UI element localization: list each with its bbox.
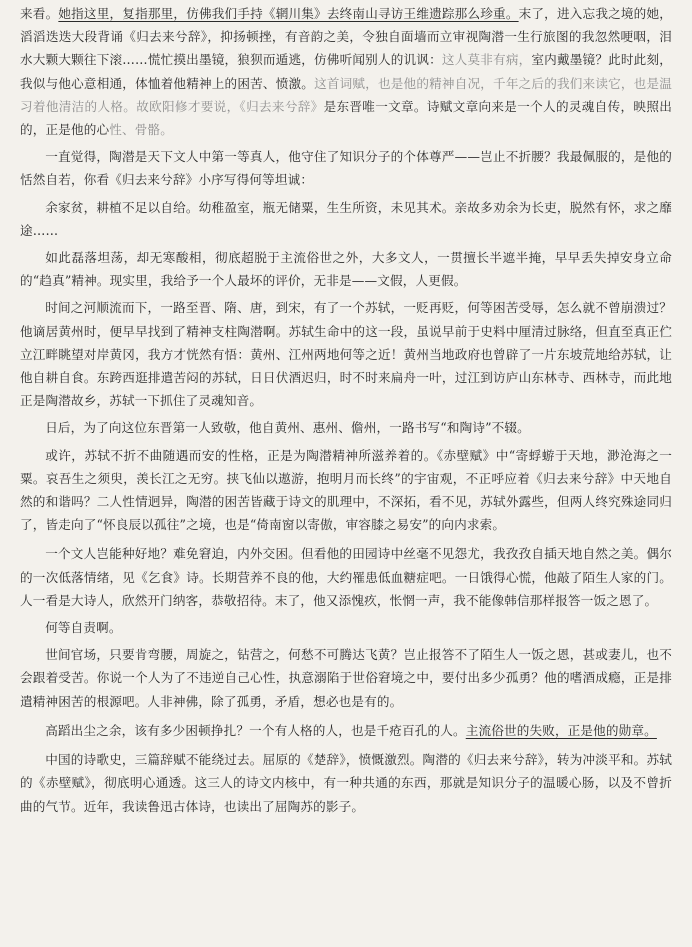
text-run: 一直觉得，陶潜是天下文人中第一等真人，他守住了知识分子的个体尊严——岂止不折腰？我最佩服的，是他的恬然自若，你看《归去来兮辞》小序写得何等坦诚： <box>20 149 672 188</box>
faded-text: 性、骨骼。 <box>109 122 173 138</box>
paragraph <box>20 2 672 141</box>
paragraph <box>20 719 672 742</box>
text-run: 时间之河顺流而下，一路至晋、隋、唐，到宋，有了一个苏轼，一贬再贬，何等困苦受辱，怎么就不曾崩溃过？他谪居黄州时，便早早找到了精神支柱陶潜啊。苏轼生命中的这一段，虽说早前于史料中厘清过脉络，但直至真正伫立江畔眺望对岸黄冈，我方才恍然有悟：黄州、江州两地何等之近！黄州当地政府也曾辟了一片东坡荒地给苏轼，让他自耕自食。东跨西逛排遣苦闷的苏轼，日日伏酒迟归，时不时来扁舟一叶，过江到访庐山东林寺、西林寺，而此地正是陶潜故乡，苏轼一下抓住了灵魂知音。 <box>20 300 672 409</box>
text-run: 一个文人岂能种好地？难免窘迫，内外交困。但看他的田园诗中丝毫不见怨尤，我孜孜自插天地自然之美。偶尔的一次低落情绪，见《乞食》诗。长期营养不良的他，大约罹患低血糖症吧。一日饿得心慌，他敲了陌生人家的门。人一看是大诗人，欣然开门纳客，恭敬招待。末了，他又添愧疚，怅惘一声，我不能像韩信那样报答一饭之恩了。 <box>20 546 672 608</box>
underlined-text: 主流俗世的失败，正是他的勋章。 <box>465 722 657 738</box>
essay-body <box>20 2 672 818</box>
faded-text: 这人莫非有病， <box>441 52 532 68</box>
text-run: 如此磊落坦荡，却无寒酸相，彻底超脱于主流俗世之外，大多文人，一贯擅长半遮半掩，早早丢失掉安身立命的“趋真”精神。现实里，我给予一个人最坏的评价，无非是——文假，人更假。 <box>20 250 672 289</box>
paragraph <box>20 246 672 292</box>
text-run: 末了，进入忘我之境的她，滔滔迭迭大段背诵《归去来兮辞》，抑扬顿挫，有音韵之美，令独自面墙而立审视陶潜一生行旅图的我忽然哽咽，泪水大颗大颗往下滚……慌忙摸出墨镜，狼狈而遁逃，仿佛听闻别人的讥讽： <box>20 6 672 68</box>
text-run: 来看。 <box>20 6 59 21</box>
underlined-text: 她指这里，复指那里，仿佛我们手持《辋川集》去终南山寻访王维遗踪那么珍重。 <box>58 6 519 21</box>
text-run: 中国的诗歌史，三篇辞赋不能绕过去。屈原的《楚辞》，愤慨激烈。陶潜的《归去来兮辞》，转为冲淡平和。苏轼的《赤壁赋》，彻底明心通透。这三人的诗文内核中，有一种共通的东西，那就是知识分子的温暖心肠，以及不曾折曲的气节。近年，我读鲁迅古体诗，也读出了屈陶苏的影子。 <box>20 752 672 814</box>
paragraph <box>20 196 672 242</box>
paragraph <box>20 748 672 818</box>
paragraph <box>20 542 672 612</box>
text-run: 日后，为了向这位东晋第一人致敬，他自黄州、惠州、儋州，一路书写“和陶诗”不辍。 <box>45 420 530 436</box>
text-run: 或许，苏轼不折不曲随遇而安的性格，正是为陶潜精神所滋养着的。《赤壁赋》中“寄蜉蝣于天地，渺沧海之一粟。哀吾生之须臾，羡长江之无穷。挟飞仙以遨游，抱明月而长终”的宇宙观，不正呼应着《归去来兮辞》中天地自然的和谐吗？二人性情迥异，陶潜的困苦皆藏于诗文的肌理中，不深拓，看不见，苏轼外露些，但两人终究殊途同归了，皆走向了“怀良辰以孤往”之境，也是“倚南窗以寄傲，审容膝之易安”的向内求索。 <box>20 447 672 533</box>
text-run: 世间官场，只要肯弯腰，周旋之，钻营之，何愁不可腾达飞黄？岂止报答不了陌生人一饭之恩，甚或妻儿，也不会跟着受苦。你说一个人为了不违逆自己心性，执意溺陷于世俗窘境之中，要付出多少孤勇？他的嗜酒成瘾，正是排遣精神困苦的根源吧。人非神佛，除了孤勇，矛盾，想必也是有的。 <box>20 647 672 709</box>
paragraph <box>20 145 672 191</box>
text-run: 室内戴墨镜？此时此刻，我似与他心意相通，体恤着他精神上的困苦、愤激。 <box>20 52 672 91</box>
text-run: 高蹈出尘之余，该有多少困顿挣扎？一个有人格的人，也是千疮百孔的人。 <box>45 722 466 738</box>
paragraph <box>20 416 672 439</box>
text-run: 余家贫，耕植不足以自给。幼稚盈室，瓶无储粟，生生所资，未见其术。亲故多劝余为长吏，脱然有怀，求之靡途…… <box>20 199 672 238</box>
text-run: 是东晋唯一文章。诗赋文章向来是一个人的灵魂自传，映照出的，正是他的心 <box>20 98 672 138</box>
paragraph <box>20 616 672 639</box>
paragraph <box>20 643 672 713</box>
faded-text: 这首词赋，也是他的精神自况，千年之后的我们来读它，也是温习着他清洁的人格。故欧阳修才要说，《归去来兮辞》 <box>20 75 673 114</box>
text-run: 何等自责啊。 <box>45 620 122 636</box>
paragraph <box>20 444 672 537</box>
paragraph <box>20 296 672 412</box>
